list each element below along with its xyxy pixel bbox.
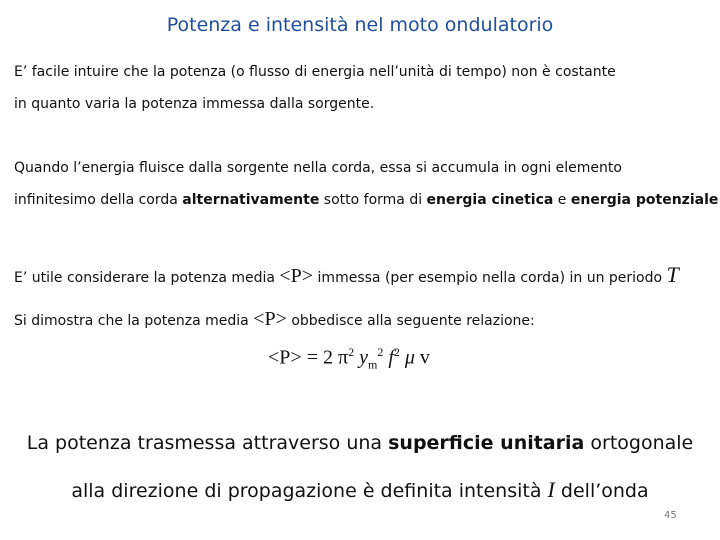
text-segment: e (553, 192, 571, 208)
page-number: 45 (664, 510, 677, 521)
period-symbol-T: T (666, 262, 679, 287)
formula-f-exp: 2 (393, 345, 400, 359)
paragraph-2-line-2 (14, 192, 718, 208)
paragraph-3-line-1 (14, 262, 679, 288)
formula-mu: μ (404, 346, 415, 369)
slide-title: Potenza e intensità nel moto ondulatorio (166, 14, 554, 36)
formula-lhs: <P> (268, 346, 302, 369)
formula-pi-exp: 2 (348, 345, 355, 359)
text-segment: E’ utile considerare la potenza media (14, 270, 280, 286)
formula-y-sub: m (367, 357, 378, 372)
formula-eq: = 2 (301, 346, 338, 369)
text-segment: dell’onda (554, 480, 649, 502)
intensity-symbol-I: I (547, 477, 555, 502)
power-formula (268, 345, 430, 373)
formula-v: v (414, 346, 430, 369)
text-segment: immessa (per esempio nella corda) in un periodo (313, 270, 667, 286)
formula-y: y (359, 346, 368, 369)
text-segment: alla direzione di propagazione è definita intensità (71, 480, 548, 502)
bold-energia-potenziale: energia potenziale (570, 192, 719, 208)
average-power-symbol: <P> (279, 265, 314, 287)
bold-energia-cinetica: energia cinetica (426, 192, 554, 208)
definition-line-1 (0, 432, 720, 454)
definition-line-2 (0, 477, 720, 503)
bold-alternativamente: alternativamente (182, 192, 320, 208)
paragraph-1-line-2: in quanto varia la potenza immessa dalla sorgente. (14, 96, 375, 112)
formula-pi: π (337, 346, 349, 369)
text-segment: ortogonale (584, 432, 694, 454)
text-segment: La potenza trasmessa attraverso una (26, 432, 389, 454)
average-power-symbol: <P> (253, 308, 287, 330)
bold-superficie-unitaria: superficie unitaria (388, 432, 585, 454)
paragraph-2-line-1: Quando l’energia fluisce dalla sorgente nella corda, essa si accumula in ogni elemento (14, 160, 622, 176)
paragraph-3-line-2 (14, 308, 535, 331)
text-segment: obbedisce alla seguente relazione: (286, 313, 535, 329)
formula-y-exp: 2 (377, 345, 384, 359)
text-segment: Si dimostra che la potenza media (14, 313, 254, 329)
paragraph-1-line-1: E’ facile intuire che la potenza (o flusso di energia nell’unità di tempo) non è costante (14, 64, 616, 80)
text-segment: infinitesimo della corda (14, 192, 183, 208)
formula-f: f (388, 346, 394, 369)
text-segment: sotto forma di (319, 192, 427, 208)
